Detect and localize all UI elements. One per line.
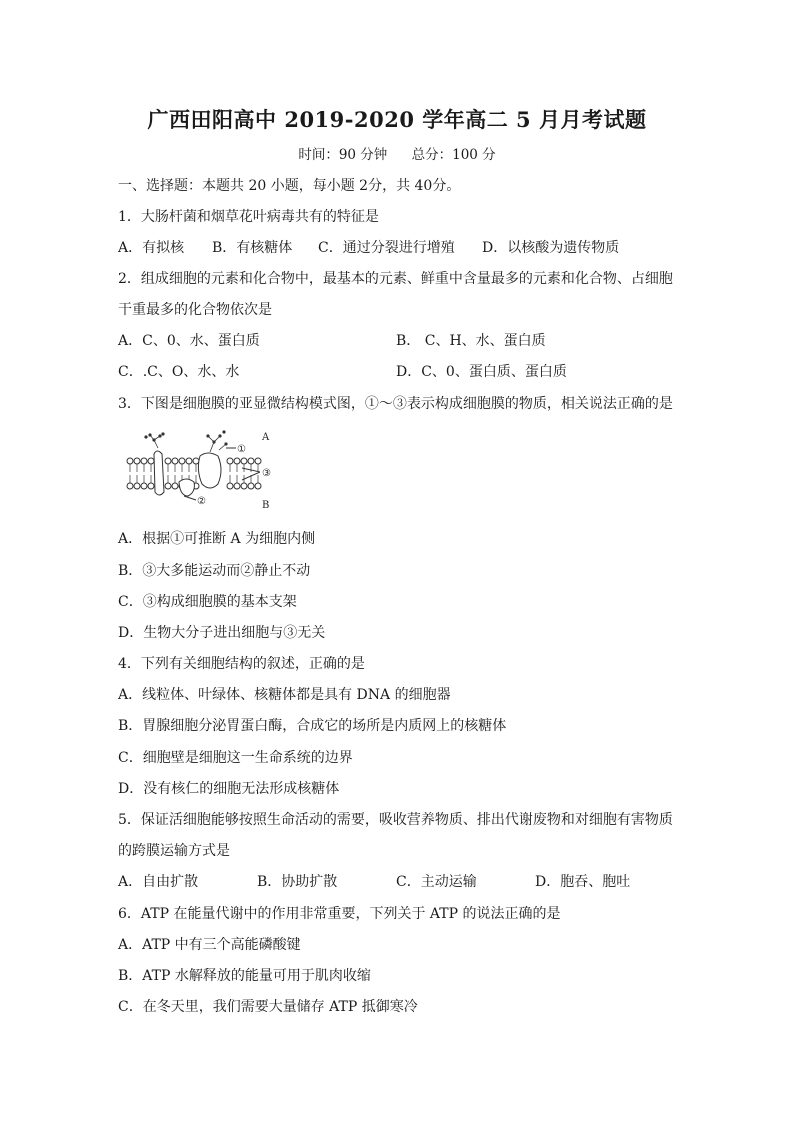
question-1-stem: 1．大肠杆菌和烟草花叶病毒共有的特征是 <box>118 209 379 225</box>
q3-option-c: C．③构成细胞膜的基本支架 <box>118 594 297 610</box>
q4-option-b: B．胃腺细胞分泌胃蛋白酶，合成它的场所是内质网上的核糖体 <box>118 718 507 734</box>
q4-option-c: C．细胞壁是细胞这一生命系统的边界 <box>118 750 353 766</box>
q2-option-b: B． C、H、水、蛋白质 <box>396 333 546 349</box>
question-2-stem-line2: 干重最多的化合物依次是 <box>118 302 272 318</box>
phospholipid-heads-top <box>127 458 261 464</box>
exam-total-score: 总分：100 分 <box>411 147 496 163</box>
question-5-stem-line2: 的跨膜运输方式是 <box>118 843 230 859</box>
q3-option-a: A．根据①可推断 A 为细胞内侧 <box>118 531 316 547</box>
page-title: 广西田阳高中 2019-2020 学年高二 5 月月考试题 <box>147 107 647 132</box>
question-2-stem-line1: 2．组成细胞的元素和化合物中，最基本的元素、鲜重中含量最多的元素和化合物、占细胞 <box>118 271 673 287</box>
exam-time: 时间：90 分钟 <box>298 147 388 163</box>
q5-option-b: B．协助扩散 <box>257 874 338 890</box>
q6-option-b: B．ATP 水解释放的能量可用于肌肉收缩 <box>118 968 371 984</box>
protein-left <box>154 451 164 495</box>
q5-option-d: D．胞吞、胞吐 <box>535 874 631 890</box>
q4-option-d: D．没有核仁的细胞无法形成核糖体 <box>118 781 340 797</box>
leader-2 <box>184 496 196 500</box>
q2-option-d: D．C、0、蛋白质、蛋白质 <box>396 364 567 380</box>
question-6-stem: 6．ATP 在能量代谢中的作用非常重要，下列关于 ATP 的说法正确的是 <box>118 906 561 922</box>
protein-middle <box>198 453 221 488</box>
q5-option-a: A．自由扩散 <box>118 874 199 890</box>
label-side-a: A <box>262 432 270 443</box>
q1-option-a: A．有拟核 <box>118 240 185 256</box>
q5-option-c: C．主动运输 <box>396 874 477 890</box>
label-side-b: B <box>262 500 270 511</box>
label-circle-2: ② <box>197 496 206 507</box>
question-4-stem: 4．下列有关细胞结构的叙述，正确的是 <box>118 656 365 672</box>
question-3-stem: 3．下图是细胞膜的亚显微结构模式图，①～③表示构成细胞膜的物质，相关说法正确的是 <box>118 396 673 412</box>
q6-option-a: A．ATP 中有三个高能磷酸键 <box>118 937 301 953</box>
label-circle-1: ① <box>237 444 246 455</box>
q1-option-d: D．以核酸为遗传物质 <box>482 240 620 256</box>
q6-option-c: C．在冬天里，我们需要大量储存 ATP 抵御寒冷 <box>118 999 418 1015</box>
q3-option-b: B．③大多能运动而②静止不动 <box>118 563 311 579</box>
q1-option-c: C．通过分裂进行增殖 <box>318 240 455 256</box>
question-5-stem-line1: 5．保证活细胞能够按照生命活动的需要，吸收营养物质、排出代谢废物和对细胞有害物质 <box>118 812 673 828</box>
q1-option-b: B．有核糖体 <box>212 240 293 256</box>
protein-bottom <box>179 479 194 496</box>
section-heading: 一、选择题：本题共 20 小题，每小题 2分，共 40分。 <box>118 178 461 194</box>
q2-option-c: C．.C、O、水、水 <box>118 364 240 380</box>
q3-option-d: D．生物大分子进出细胞与③无关 <box>118 625 326 641</box>
cell-membrane-diagram <box>124 426 284 516</box>
q4-option-a: A．线粒体、叶绿体、核糖体都是具有 DNA 的细胞器 <box>118 687 451 703</box>
label-circle-3: ③ <box>262 468 271 479</box>
q2-option-a: A．C、0、水、蛋白质 <box>118 333 260 349</box>
exam-meta <box>0 143 794 163</box>
